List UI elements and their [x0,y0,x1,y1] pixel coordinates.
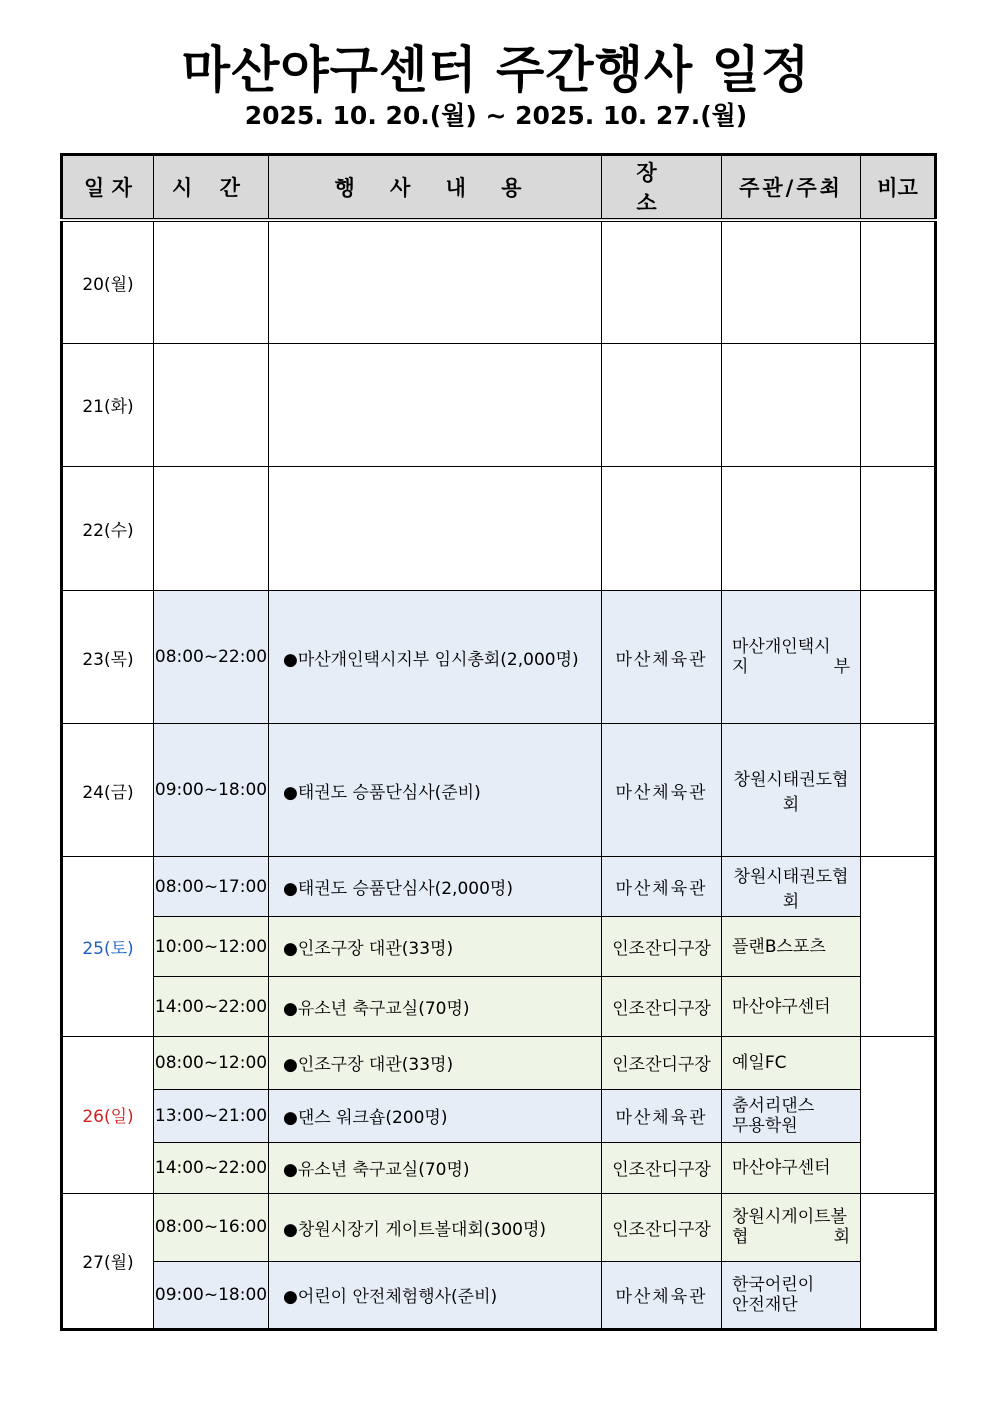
time-cell: 14:00~22:00 [154,1142,269,1193]
place-cell [602,220,722,343]
event-cell: ●유소년 축구교실(70명) [269,1142,602,1193]
event-cell [269,466,602,590]
host-cell [722,1089,861,1142]
page-title: 마산야구센터 주간행사 일정 [181,41,811,99]
event-cell: ●댄스 워크숍(200명) [269,1089,602,1142]
event-cell: ●태권도 승품단심사(2,000명) [269,857,602,917]
time-cell [154,220,269,343]
time-cell: 14:00~22:00 [154,977,269,1036]
date-cell: 23(목) [62,590,154,723]
table-row [62,1193,936,1261]
table-row [62,724,936,857]
place-cell: 마산체육관 [602,590,722,723]
table-row [62,1142,936,1193]
date-cell: 22(수) [62,466,154,590]
note-cell [861,466,936,590]
note-cell [861,1193,936,1329]
host-cell [722,590,861,723]
event-cell: ●어린이 안전체험행사(준비) [269,1261,602,1329]
time-cell: 10:00~12:00 [154,917,269,977]
table-row [62,857,936,917]
note-cell [861,590,936,723]
time-cell: 09:00~18:00 [154,1261,269,1329]
header-note: 비고 [861,155,936,221]
host-cell: 플랜B스포츠 [722,917,861,977]
header-date: 일 자 [62,155,154,221]
host-cell [722,466,861,590]
host-cell [722,343,861,466]
host-line: 한국어린이 [732,1274,815,1295]
place-cell [602,466,722,590]
event-cell: ●창원시장기 게이트볼대회(300명) [269,1193,602,1261]
table-row [62,1261,936,1329]
time-cell: 09:00~18:00 [154,724,269,857]
schedule-table [60,153,937,1331]
table-row [62,977,936,1036]
time-cell: 08:00~17:00 [154,857,269,917]
host-line: 협 회 [732,1227,850,1248]
date-cell: 26(일) [62,1036,154,1193]
time-cell [154,466,269,590]
table-row [62,917,936,977]
event-cell: ●인조구장 대관(33명) [269,1036,602,1089]
event-cell [269,343,602,466]
event-cell: ●마산개인택시지부 임시총회(2,000명) [269,590,602,723]
host-cell [722,1261,861,1329]
table-row [62,220,936,343]
host-line: 무용학원 [732,1115,798,1136]
event-cell [269,220,602,343]
note-cell [861,343,936,466]
table-row [62,466,936,590]
date-cell: 24(금) [62,724,154,857]
note-cell [861,1036,936,1193]
place-cell: 마산체육관 [602,1089,722,1142]
place-cell [602,343,722,466]
place-cell: 마산체육관 [602,1261,722,1329]
time-cell: 08:00~12:00 [154,1036,269,1089]
host-cell: 창원시태권도협회 [722,857,861,917]
note-cell [861,724,936,857]
host-cell: 마산야구센터 [722,977,861,1036]
place-cell: 마산체육관 [602,857,722,917]
period-subtitle: 2025. 10. 20.(월) ~ 2025. 10. 27.(월) [244,101,748,130]
place-cell: 인조잔디구장 [602,1036,722,1089]
header-event: 행 사 내 용 [269,155,602,221]
note-cell [861,857,936,1036]
place-cell: 마산체육관 [602,724,722,857]
date-cell: 20(월) [62,220,154,343]
header-host: 주관/주최 [722,155,861,221]
table-row [62,343,936,466]
place-cell: 인조잔디구장 [602,977,722,1036]
header-time: 시 간 [154,155,269,221]
date-cell: 25(토) [62,857,154,1036]
host-cell [722,220,861,343]
time-cell: 08:00~22:00 [154,590,269,723]
header-row [62,155,936,221]
table-row [62,1036,936,1089]
event-cell: ●태권도 승품단심사(준비) [269,724,602,857]
date-cell: 27(월) [62,1193,154,1329]
host-cell: 창원시태권도협회 [722,724,861,857]
host-line: 춤서리댄스 [732,1095,815,1116]
host-line: 지 부 [732,657,850,678]
time-cell: 08:00~16:00 [154,1193,269,1261]
note-cell [861,220,936,343]
time-cell [154,343,269,466]
table-row [62,1089,936,1142]
event-cell: ●인조구장 대관(33명) [269,917,602,977]
place-cell: 인조잔디구장 [602,917,722,977]
place-cell: 인조잔디구장 [602,1142,722,1193]
host-line: 마산개인택시 [732,637,831,658]
date-cell: 21(화) [62,343,154,466]
host-cell: 예일FC [722,1036,861,1089]
header-place: 장 소 [602,155,722,221]
host-line: 창원시게이트볼 [732,1207,847,1228]
host-cell: 마산야구센터 [722,1142,861,1193]
time-cell: 13:00~21:00 [154,1089,269,1142]
place-cell: 인조잔디구장 [602,1193,722,1261]
event-cell: ●유소년 축구교실(70명) [269,977,602,1036]
table-row [62,590,936,723]
host-line: 안전재단 [732,1294,798,1315]
host-cell [722,1193,861,1261]
